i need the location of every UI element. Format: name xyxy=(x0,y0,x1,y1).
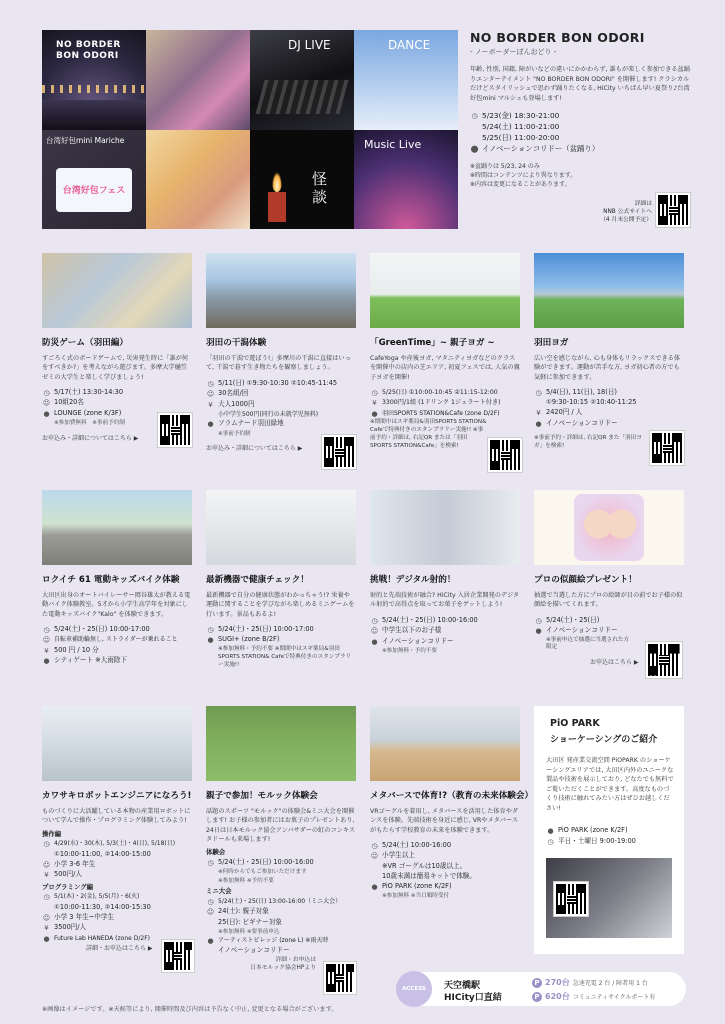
schedule-2: 5/24(土) 11:00-21:00 xyxy=(482,122,560,132)
access-badge-text: ACCESS xyxy=(402,986,426,992)
date: 5/1(木)・2(金), 5/5(月)・6(火) xyxy=(54,893,140,901)
hero-description: 年齢, 性別, 国籍, 障がいなどの違いにかかわらず, 誰もが楽しく参加できる盆踊りエンターテイメント "NO BORDER BON ODORI" を開催します! クラシカルだけどスタイリッシュで思わず踊りたくなる, HiCity いちばん早い夏祭り♪台湾好包mini マルシェも登場します! xyxy=(470,66,690,102)
yen-icon: ¥ xyxy=(44,871,49,880)
card-description: VRゴーグルを着用し, メタバースを活用した体育やダンスを体験。先端技術を身近に感じ, VRやメタバースがもたらす学校教育の未来を体験できます。 xyxy=(370,808,519,834)
section-heading: プログラミング編 xyxy=(42,882,93,891)
clock-icon: ◷ xyxy=(535,388,542,397)
hero-notes xyxy=(470,162,690,189)
parking-icon: P xyxy=(532,978,542,988)
parking-count: 270台 xyxy=(545,978,570,987)
taiwan-sign xyxy=(56,168,132,212)
people-icon: ☺ xyxy=(42,399,51,408)
photo-metaverse-pe xyxy=(370,706,520,781)
section-heading: 操作編 xyxy=(42,829,62,838)
note: ※事前予約・詳細は, 右記QR また「羽田ヨガ」を検索! xyxy=(534,435,642,450)
card-title: 挑戦！デジタル射的！ xyxy=(370,575,456,585)
qr-code[interactable] xyxy=(488,438,522,472)
date: 5/17(土) 13:30-14:30 xyxy=(54,387,124,396)
pio-park-panel xyxy=(534,706,684,954)
clock-icon: ◷ xyxy=(43,388,50,397)
hero-location: イノベーションコリドー（盆踊り） xyxy=(482,143,600,153)
card-description: CafeYoga や産後ヨガ, マタニティヨガなどのクラスを開催中の店内の芝エリア, 初夏フェスでは, 人気の親子ヨガを開催! xyxy=(370,355,520,381)
clock-icon: ◷ xyxy=(371,388,378,397)
fee: 500 円 / 10 分 xyxy=(54,645,99,654)
dance-tile xyxy=(354,30,458,130)
card-title: 防災ゲーム（羽田編） xyxy=(42,338,128,348)
card-title: カワサキロボットエンジニアになろう! xyxy=(42,791,192,801)
crowd xyxy=(42,100,146,130)
card-title: 「GreenTime」~ 親子ヨガ ~ xyxy=(370,338,495,348)
target: 中学生以下のお子様 xyxy=(382,626,442,635)
people-icon: ☺ xyxy=(206,908,215,917)
dj-tile xyxy=(250,30,354,130)
clock-icon: ◷ xyxy=(535,616,542,625)
target: 小学生以上 xyxy=(382,851,415,860)
qr-code[interactable] xyxy=(650,431,684,465)
kaidan-label: 怪談 xyxy=(312,170,328,206)
hero-title: NO BORDER BON ODORI xyxy=(470,30,645,45)
bicycle-parking-icon: P xyxy=(532,992,542,1002)
access-line-1: 天空橋駅 xyxy=(444,981,481,991)
time: ①10:00-11:30, ②14:00-15:30 xyxy=(54,902,151,911)
apply-link[interactable]: 詳細・お申込はこちら ▶ xyxy=(86,945,153,953)
clock-icon: ◷ xyxy=(43,625,50,634)
card-title: 最新機器で健康チェック！ xyxy=(206,575,309,585)
yen-icon: ¥ xyxy=(372,399,377,408)
hero-note: ※盆踊りは 5/23, 24 のみ xyxy=(470,163,540,171)
hero-info xyxy=(470,30,690,229)
time: ①10:00-11:00, ②14:00-15:00 xyxy=(54,849,151,858)
hero-qr-code[interactable] xyxy=(656,193,690,227)
photo-tidal-flat xyxy=(206,253,356,328)
people-icon: ☺ xyxy=(206,390,215,399)
snacks-tile xyxy=(146,130,250,229)
candle-flame xyxy=(272,172,282,192)
clock-icon: ◷ xyxy=(207,858,214,867)
access-bar xyxy=(398,972,686,1006)
target: 自転車補助輪無し, ストライダーが乗れること xyxy=(54,636,178,644)
card-bousai xyxy=(42,253,192,443)
footer-note: ※画像はイメージです。※天候等により, 開催時間及び内容は予告なく中止, 変更となる場合がございます。 xyxy=(42,1006,338,1013)
note: ※事前予約制 xyxy=(218,430,251,437)
fee: 小中学生500円(同行の未就学児無料) xyxy=(218,411,319,419)
schedule-3: 5/25(日) 11:00-20:00 xyxy=(482,132,560,142)
card-title: ロクイチ 61 電動キッズバイク体験 xyxy=(42,575,180,585)
place: イノベーションコリドー xyxy=(546,418,618,427)
location-pin-icon: ● xyxy=(207,936,214,945)
card-shooting xyxy=(370,490,520,655)
qr-code[interactable] xyxy=(322,435,356,469)
hero-note: ※内容は変更になることがあります。 xyxy=(470,181,571,189)
kaidan-tile xyxy=(250,130,354,229)
schedule-1: 5/23(金) 18:30-21:00 xyxy=(482,111,560,121)
location-pin-icon: ● xyxy=(371,637,378,646)
card-molkky xyxy=(206,706,356,973)
taiwan-sign-text: 台湾好包フェス xyxy=(62,186,126,196)
apply-link[interactable]: お申込み・詳細についてはこちら ▶ xyxy=(206,444,303,452)
people-icon: ☺ xyxy=(42,913,51,922)
dance-label: DANCE xyxy=(388,38,431,52)
marche-label: 台湾好包mini Mariche xyxy=(46,136,125,145)
more-line-1: 詳細・お申込は xyxy=(275,957,316,964)
place: イノベーションコリドー xyxy=(546,626,618,635)
location-pin-icon: ● xyxy=(43,934,50,943)
date: 5/25(日) ①10:00-10:45 ②11:15-12:00 xyxy=(382,388,498,396)
location-pin-icon: ● xyxy=(535,419,542,428)
location-pin-icon: ● xyxy=(207,420,214,429)
dj-label: DJ LIVE xyxy=(288,38,331,52)
music-label: Music Live xyxy=(364,138,422,151)
target: 小学 3-6 年生 xyxy=(54,859,96,868)
place: アーティストビレッジ (zone L) ※雨天時 xyxy=(218,936,329,944)
place: SUGI+ (zone B/2F) xyxy=(218,635,280,644)
place: シティゲート ※大雨除下 xyxy=(54,656,128,665)
clock-icon: ◷ xyxy=(371,841,378,850)
date: 5/24(土)・25(日) 10:00-16:00 xyxy=(382,615,478,624)
dj-mixer xyxy=(255,80,348,114)
date: 5/24(土) 10:00-16:00 xyxy=(382,840,452,849)
card-description: すごろく式のボードゲームで, 災害発生時に「誰が何をすべきか?」を考えながら遊びます。多摩大学樋笠ゼミの大学生と楽しく学びましょう! xyxy=(42,355,189,381)
people-icon: ☺ xyxy=(370,852,379,861)
lantern-lights xyxy=(42,85,146,93)
fee: 2420円 / 人 xyxy=(546,408,583,417)
fee: 大人1000円 xyxy=(218,399,255,408)
pio-description: 大田区 発産業交流空間 PiOPARK のショーケーシングエリアでは, 大田区内外のユニークな製品や技術を展示しており, どなたでも無料でご覧いただくことができます。高度なものづくり技術に触れてみたい方はぜひお越しください! xyxy=(546,757,674,813)
note: ※参加無料・予約不要 ※期間中はスギ薬局&羽田SPORTS STATION& Cafeで特典付きのスタンプラリー実施!! xyxy=(218,645,352,668)
place: Future Lab HANEDA (zone D/2F) xyxy=(54,934,150,942)
date: 4/29(水)・30(木), 5/3(土)・4(日), 5/18(日) xyxy=(54,840,176,848)
candle xyxy=(268,192,286,222)
people-icon: ☺ xyxy=(42,860,51,869)
place: LOUNGE (zone K/3F) xyxy=(54,408,122,417)
clock-icon: ◷ xyxy=(371,616,378,625)
card-title: 羽田ヨガ xyxy=(534,338,569,348)
clock-icon: ◷ xyxy=(207,625,214,634)
pio-title-1: PiO PARK xyxy=(550,718,600,729)
yen-icon: ¥ xyxy=(208,400,213,409)
card-description: 最新機器で自分の健康状態がわかっちゃう!? 栄養や運動に関することを学びながら楽しめるミニゲームを行います。景品もあるよ! xyxy=(206,592,355,618)
music-tile xyxy=(354,130,458,229)
access-line-2: HICity口直結 xyxy=(444,993,502,1003)
market-tile xyxy=(146,30,250,130)
note: 10歳未満は簡易キットで体験。 xyxy=(382,871,476,880)
parking-row-2 xyxy=(532,991,655,1002)
apply-link[interactable]: お申込はこちら ▶ xyxy=(590,659,639,667)
pio-info xyxy=(546,826,636,847)
card-title: メタバースで体育!?（教育の未来体験会） xyxy=(370,791,534,801)
location-pin-icon: ⬤ xyxy=(470,144,479,153)
clock-icon: ◷ xyxy=(547,837,554,846)
photo-health-store xyxy=(206,490,356,565)
detail-line-3: （4 月末公開予定） xyxy=(600,217,652,224)
card-info xyxy=(42,625,192,667)
place: 羽田SPORTS STATION&Cafe (zone D/2F) xyxy=(382,409,500,417)
note: ※参加無料・予約不要 xyxy=(382,648,438,655)
qr-code[interactable] xyxy=(162,940,194,972)
photo-digital-shooting xyxy=(370,490,520,565)
card-health xyxy=(206,490,356,669)
clock-icon: ◷ xyxy=(43,840,50,849)
parking-row-1 xyxy=(532,977,648,988)
card-higata xyxy=(206,253,356,453)
date: 5/24(土)・25(日) 13:00-16:00（ミニ大会） xyxy=(218,897,342,905)
bicycle-count: 620台 xyxy=(545,992,570,1001)
photo-outdoor-yoga xyxy=(534,253,684,328)
photo-yoga-studio xyxy=(370,253,520,328)
note: ※VR ゴーグルは10歳以上。 xyxy=(382,861,467,870)
card-info xyxy=(206,625,356,669)
target: 小学 3 年生~中学生 xyxy=(54,912,115,921)
capacity: 30名組/回 xyxy=(218,389,249,398)
fee: 3300円/1組 (1ドリンク 1ジェラート付き) xyxy=(382,399,501,407)
photo-molkky xyxy=(206,706,356,781)
card-title: 羽田の干潟体験 xyxy=(206,338,267,348)
detail-line-1: 詳細は xyxy=(634,201,652,207)
note: ※参加無料 ※当日順時受付 xyxy=(382,893,450,900)
card-description: 射的と先端技術が融合? HiCity 入居企業開発のデジタル射的で高得点を取ってお菓子をゲットしよう! xyxy=(370,592,520,609)
card-info xyxy=(206,848,356,972)
card-yoga-haneda xyxy=(534,253,684,451)
pio-title-2: ショーケーシングのご紹介 xyxy=(550,735,658,745)
card-description: 話題のスポーツ "モルック"の体験会&ミニ大会を開催します! お子様の参加者にはお菓子のプレゼントあり, 24日は日本モルック協会アンバサダーの虹のコンキスタドールも来場します! xyxy=(206,808,356,843)
card-kids-bike xyxy=(42,490,192,667)
note: ※何時からでもご参加いただけます xyxy=(218,869,307,876)
apply-link[interactable]: お申込み・詳細についてはこちら ▶ xyxy=(42,434,139,442)
clock-icon: ◷ xyxy=(471,112,478,121)
section-heading: ミニ大会 xyxy=(206,887,232,896)
card-description: 抽選で当選した方にプロの絵師が目の前でお子様の似顔絵を描いてくれます。 xyxy=(534,592,683,609)
section-heading: 体験会 xyxy=(206,848,226,857)
pio-qr-code[interactable] xyxy=(554,882,588,916)
card-robot xyxy=(42,706,192,953)
people-icon: ☺ xyxy=(370,627,379,636)
photo-kids-bike xyxy=(42,490,192,565)
qr-code[interactable] xyxy=(158,413,192,447)
card-info xyxy=(370,841,520,901)
apply-link[interactable] xyxy=(206,956,316,972)
note: ※参加無料 ※要事前申込 xyxy=(218,928,280,935)
yen-icon: ¥ xyxy=(44,924,49,933)
note: ※参加無料 ※予約不要 xyxy=(218,877,274,884)
more-line-2: 日本モルック協会HPより xyxy=(250,965,316,972)
hero-collage xyxy=(42,30,458,229)
card-description: 大田区出身のオートバイレーサー岡谷雄太が教える電動バイク体験教室。5才から小学生高学年を対象にした電動キッズバイク"Kalo" を体験できます。 xyxy=(42,592,191,618)
place: ソラムナード羽田緑地 xyxy=(218,419,284,428)
qr-code[interactable] xyxy=(646,642,682,678)
yen-icon: ¥ xyxy=(44,646,49,655)
photo-robot xyxy=(42,706,192,781)
card-description: 「羽田の干潟で遊ぼう!」多摩川の干潟に直接はいって, 干潟で暮す生き物たちを観察しましょう。 xyxy=(206,355,351,372)
location-pin-icon: ● xyxy=(43,657,50,666)
logo-text-2: BON ODORI xyxy=(56,51,119,61)
parking-detail: 急速充電 2 台 / 障者用 1 台 xyxy=(572,980,648,987)
card-info xyxy=(370,616,520,656)
qr-code[interactable] xyxy=(324,962,356,994)
note: ※参加費無料 ※事前予約制 xyxy=(54,420,125,427)
place: イノベーションコリドー xyxy=(382,636,454,645)
access-badge xyxy=(396,971,432,1007)
clock-icon: ◷ xyxy=(207,897,214,906)
logo-tile xyxy=(42,30,146,130)
date: 5/11(日) ①9:30-10:30 ②10:45-11:45 xyxy=(218,378,338,387)
hero-schedule xyxy=(470,111,690,154)
date: 5/24(土)・25(日) 10:00-17:00 xyxy=(218,624,314,633)
date: 5/24(土)・25(日) 10:00-17:00 xyxy=(54,624,150,633)
card-description: 広い空を感じながら, 心も身体もリラックスできる体験ができます。運動が苦手な方, ヨガ初心者の方でも気軽に参加できます。 xyxy=(534,355,681,381)
target: 24(土): 親子対象 xyxy=(218,907,269,916)
yen-icon: ¥ xyxy=(536,409,541,418)
card-metaverse xyxy=(370,706,534,901)
pio-place: PiO PARK (zone K/2F) xyxy=(558,826,628,834)
date: 5/24(土)・25(日) xyxy=(546,615,600,624)
time: ①9:30-10:15 ②10:40-11:25 xyxy=(546,398,637,407)
capacity: 10組20名 xyxy=(54,398,84,407)
detail-line-2: NNB 公式サイトへ xyxy=(603,209,652,216)
hero-detail-text xyxy=(588,200,652,224)
hero-subtitle: - ノーボーダーぼんおどり - xyxy=(470,48,557,56)
fee: 500円/人 xyxy=(54,870,82,879)
card-portrait xyxy=(534,490,684,667)
pio-hours: 平日・土曜日 9:00-19:00 xyxy=(558,836,636,845)
location-pin-icon: ● xyxy=(547,827,554,835)
location-pin-icon: ● xyxy=(43,409,50,418)
date: 5/4(日), 11(日), 18(日) xyxy=(546,387,617,396)
location-pin-icon: ● xyxy=(207,636,214,645)
hero-note: ※時間はコンテンツにより異なります。 xyxy=(470,172,577,180)
people-icon: ☺ xyxy=(42,636,51,645)
clock-icon: ◷ xyxy=(207,379,214,388)
fee: 3500円/人 xyxy=(54,923,87,932)
card-title: 親子で参加！モルック体験会 xyxy=(206,791,318,801)
card-description: ものづくりに大活躍している本物の産業用ロボットについて学んで操作・プログラミング体験してみよう! xyxy=(42,808,191,825)
card-title: プロの似顔絵プレゼント！ xyxy=(534,575,637,585)
target: 25(日): ビギナー対象 xyxy=(218,917,283,926)
location-pin-icon: ● xyxy=(371,882,378,891)
note: ※事前申込で抽選に当選された方限定 xyxy=(546,636,629,651)
marche-tile xyxy=(42,130,146,229)
card-yoga-green xyxy=(370,253,520,451)
bicycle-detail: コミュニティサイクルポート有 xyxy=(572,994,656,1001)
location-pin-icon: ● xyxy=(535,627,542,636)
date: 5/24(土)・25(日) 10:00-16:00 xyxy=(218,857,314,866)
note: ※期間中はスギ薬局&羽田SPORTS STATION& Cafeで特典付きのスタンプラリー実施!! ※事前予約・詳細は, 右記QR または「羽田SPORTS STATION&Cafe」を検索! xyxy=(370,419,487,449)
logo-text-1: NO BORDER xyxy=(56,40,121,50)
clock-icon: ◷ xyxy=(43,893,50,902)
location-pin-icon: ● xyxy=(371,409,378,418)
photo-portrait-drawing xyxy=(534,490,684,565)
portrait-art xyxy=(574,494,644,561)
place: イノベーションコリドー xyxy=(218,946,290,955)
photo-boardgame xyxy=(42,253,192,328)
place: PiO PARK (zone K/2F) xyxy=(382,881,452,890)
card-info xyxy=(42,830,192,954)
